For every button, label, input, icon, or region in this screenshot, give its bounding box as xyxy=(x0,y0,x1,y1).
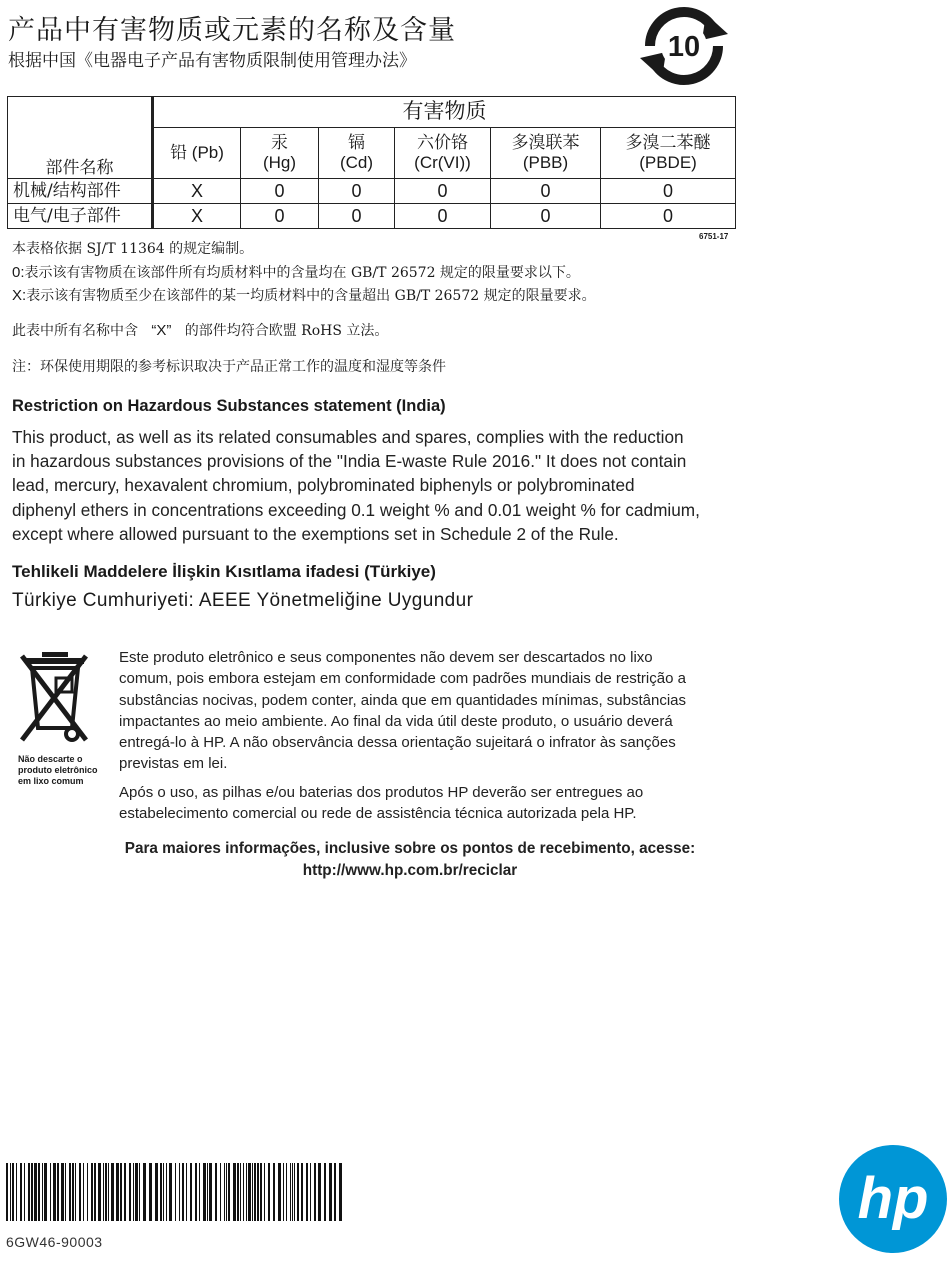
table-row xyxy=(8,179,736,204)
note-zero xyxy=(12,262,580,282)
epup-10-icon xyxy=(636,4,732,88)
barcode-bar xyxy=(34,1163,37,1221)
barcode xyxy=(6,1163,342,1221)
table-cell: 0 xyxy=(601,204,736,229)
barcode-bar xyxy=(175,1163,176,1221)
document-title: 产品中有害物质或元素的名称及含量 xyxy=(8,15,456,46)
table-cell: 0 xyxy=(319,179,395,204)
barcode-bar xyxy=(16,1163,17,1221)
barcode-bar xyxy=(278,1163,281,1221)
note-eu-rohs: 此表中所有名称中含 “X” 的部件均符合欧盟 RoHS 立法。 xyxy=(12,322,389,339)
barcode-bar xyxy=(339,1163,342,1221)
barcode-bar xyxy=(324,1163,326,1221)
barcode-bar xyxy=(314,1163,316,1221)
part-number: 6GW46-90003 xyxy=(6,1234,103,1250)
barcode-bar xyxy=(273,1163,275,1221)
barcode-bar xyxy=(6,1163,8,1221)
barcode-bar xyxy=(31,1163,33,1221)
brazil-info-line: Para maiores informações, inclusive sobre os pontos de recebimento, acesse: xyxy=(124,840,696,857)
column-header: 汞 (Hg) xyxy=(241,128,319,179)
barcode-bar xyxy=(116,1163,119,1221)
brazil-recycling-url[interactable]: http://www.hp.com.br/reciclar xyxy=(302,862,518,879)
table-cell: X xyxy=(153,179,241,204)
barcode-bar xyxy=(254,1163,256,1221)
barcode-bar xyxy=(306,1163,308,1221)
table-cell: 0 xyxy=(241,179,319,204)
barcode-bar xyxy=(10,1163,11,1221)
table-cell: X xyxy=(153,204,241,229)
table-cell: 0 xyxy=(601,179,736,204)
table-cell: 0 xyxy=(491,204,601,229)
hp-logo xyxy=(838,1144,948,1254)
table-row xyxy=(8,204,736,229)
column-header: 镉 (Cd) xyxy=(319,128,395,179)
barcode-bar xyxy=(224,1163,225,1221)
barcode-bar xyxy=(301,1163,303,1221)
barcode-bar xyxy=(72,1163,74,1221)
barcode-bar xyxy=(149,1163,152,1221)
barcode-bar xyxy=(252,1163,253,1221)
column-header: 铅 (Pb) xyxy=(153,128,241,179)
barcode-bar xyxy=(292,1163,293,1221)
hp-logo-text: hp xyxy=(857,1166,929,1231)
table-cell: 0 xyxy=(395,179,491,204)
barcode-bar xyxy=(195,1163,197,1221)
barcode-bar xyxy=(329,1163,332,1221)
barcode-bar xyxy=(50,1163,51,1221)
barcode-bar xyxy=(69,1163,71,1221)
barcode-bar xyxy=(124,1163,126,1221)
barcode-bar xyxy=(87,1163,88,1221)
barcode-bar xyxy=(94,1163,96,1221)
note-x-text: 表示该有害物质至少在该部件的某一均质材料中的含量超出 GB/T 26572 规定的限量要求。 xyxy=(26,288,596,304)
barcode-bar xyxy=(129,1163,131,1221)
barcode-bar xyxy=(135,1163,138,1221)
barcode-bar xyxy=(65,1163,66,1221)
table-cell: 0 xyxy=(395,204,491,229)
barcode-bar xyxy=(57,1163,59,1221)
barcode-bar xyxy=(166,1163,167,1221)
barcode-bar xyxy=(310,1163,311,1221)
barcode-bar xyxy=(220,1163,221,1221)
barcode-bar xyxy=(226,1163,227,1221)
barcode-bar xyxy=(143,1163,146,1221)
barcode-bar xyxy=(240,1163,241,1221)
barcode-bar xyxy=(182,1163,184,1221)
barcode-bar xyxy=(246,1163,247,1221)
barcode-bar xyxy=(91,1163,93,1221)
document-subtitle: 根据中国《电器电子产品有害物质限制使用管理办法》 xyxy=(8,51,416,71)
barcode-bar xyxy=(169,1163,172,1221)
barcode-bar xyxy=(297,1163,299,1221)
barcode-bar xyxy=(108,1163,109,1221)
barcode-bar xyxy=(111,1163,114,1221)
barcode-bar xyxy=(20,1163,22,1221)
barcode-bar xyxy=(190,1163,192,1221)
barcode-bar xyxy=(53,1163,56,1221)
note-basis: 本表格依据 SJ/T 11364 的规定编制。 xyxy=(12,241,254,257)
column-header: 多溴二苯醚 (PBDE) xyxy=(601,128,736,179)
barcode-bar xyxy=(79,1163,81,1221)
barcode-bar xyxy=(24,1163,25,1221)
barcode-bar xyxy=(103,1163,104,1221)
barcode-bar xyxy=(334,1163,336,1221)
barcode-bar xyxy=(163,1163,164,1221)
barcode-bar xyxy=(38,1163,40,1221)
india-heading: Restriction on Hazardous Substances statement (India) xyxy=(12,397,446,415)
column-header: 六价铬 (Cr(VI)) xyxy=(395,128,491,179)
brazil-paragraph-2: Após o uso, as pilhas e/ou baterias dos produtos HP deverão ser entregues ao estabelecimento comercial ou rede de assistência técnica autorizada pela HP. xyxy=(119,784,644,823)
barcode-bar xyxy=(294,1163,295,1221)
barcode-bar xyxy=(83,1163,84,1221)
india-paragraph: This product, as well as its related consumables and spares, complies with the reduction in hazardous substances provisions of the "India E-waste Rule 2016." It does not contain lead, mercury, hexavalent chromium, polybrominated biphenyls or polybrominated diphenyl ethers in concentrations exceeding 0.1 weight % and 0.01 weight % for cadmium, except where allowed pursuant to the exemptions set in Schedule 2 of the Rule. xyxy=(12,427,700,544)
turkey-statement: Türkiye Cumhuriyeti: AEEE Yönetmeliğine Uygundur xyxy=(12,590,474,611)
barcode-bar xyxy=(199,1163,200,1221)
row-part-name: 电气/电子部件 xyxy=(8,204,153,229)
barcode-bar xyxy=(233,1163,236,1221)
barcode-bar xyxy=(248,1163,251,1221)
barcode-bar xyxy=(179,1163,180,1221)
note-zero-symbol: 0: xyxy=(12,264,25,281)
barcode-bar xyxy=(290,1163,291,1221)
note-zero-text: 表示该有害物质在该部件所有均质材料中的含量均在 GB/T 26572 规定的限量要求以下。 xyxy=(24,265,580,281)
barcode-bar xyxy=(268,1163,270,1221)
barcode-bar xyxy=(133,1163,134,1221)
barcode-bar xyxy=(61,1163,64,1221)
barcode-bar xyxy=(286,1163,287,1221)
note-x-symbol: X: xyxy=(12,287,27,304)
part-name-header: 部件名称 xyxy=(8,97,153,179)
barcode-bar xyxy=(75,1163,76,1221)
table-cell: 0 xyxy=(241,204,319,229)
note-environment: 注：环保使用期限的参考标识取决于产品正常工作的温度和湿度等条件 xyxy=(12,359,446,375)
barcode-bar xyxy=(237,1163,239,1221)
barcode-bar xyxy=(207,1163,208,1221)
barcode-bar xyxy=(120,1163,122,1221)
table-cell: 0 xyxy=(319,204,395,229)
barcode-bar xyxy=(260,1163,262,1221)
barcode-bar xyxy=(318,1163,321,1221)
row-part-name: 机械/结构部件 xyxy=(8,179,153,204)
barcode-bar xyxy=(257,1163,259,1221)
table-code: 6751-17 xyxy=(699,232,729,241)
barcode-bar xyxy=(139,1163,140,1221)
barcode-bar xyxy=(44,1163,47,1221)
barcode-bar xyxy=(203,1163,206,1221)
table-cell: 0 xyxy=(491,179,601,204)
barcode-bar xyxy=(160,1163,162,1221)
barcode-bar xyxy=(42,1163,43,1221)
barcode-bar xyxy=(209,1163,212,1221)
barcode-bar xyxy=(105,1163,107,1221)
crossed-out-wheeled-bin-icon xyxy=(16,648,96,748)
barcode-bar xyxy=(12,1163,14,1221)
barcode-bar xyxy=(186,1163,187,1221)
barcode-bar xyxy=(215,1163,217,1221)
barcode-bar xyxy=(283,1163,284,1221)
table-header-row xyxy=(8,97,736,128)
barcode-bar xyxy=(155,1163,158,1221)
barcode-bar xyxy=(243,1163,244,1221)
hazardous-substances-table xyxy=(7,96,736,229)
brazil-paragraph-1: Este produto eletrônico e seus componentes não devem ser descartados no lixo comum, pois embora estejam em conformidade com padrões mundiais de restrição a substâncias nocivas, podem conter, ainda que em quantidades mínimas, substâncias impactantes ao meio ambiente. Ao final da vida útil deste produto, o usuário deverá entregá-lo à HP. A não observância dessa orientação sujeitará o infrator às sanções previstas em lei. xyxy=(119,649,686,773)
turkey-heading: Tehlikeli Maddelere İlişkin Kısıtlama ifadesi (Türkiye) xyxy=(12,562,436,581)
hazardous-substances-header: 有害物质 xyxy=(153,97,736,128)
epup-number: 10 xyxy=(667,31,701,63)
barcode-bar xyxy=(228,1163,230,1221)
weee-caption: Não descarte o produto eletrônico em lixo comum xyxy=(18,754,98,786)
note-x xyxy=(12,285,596,305)
barcode-bar xyxy=(28,1163,30,1221)
barcode-bar xyxy=(264,1163,265,1221)
barcode-bar xyxy=(98,1163,101,1221)
column-header: 多溴联苯 (PBB) xyxy=(491,128,601,179)
